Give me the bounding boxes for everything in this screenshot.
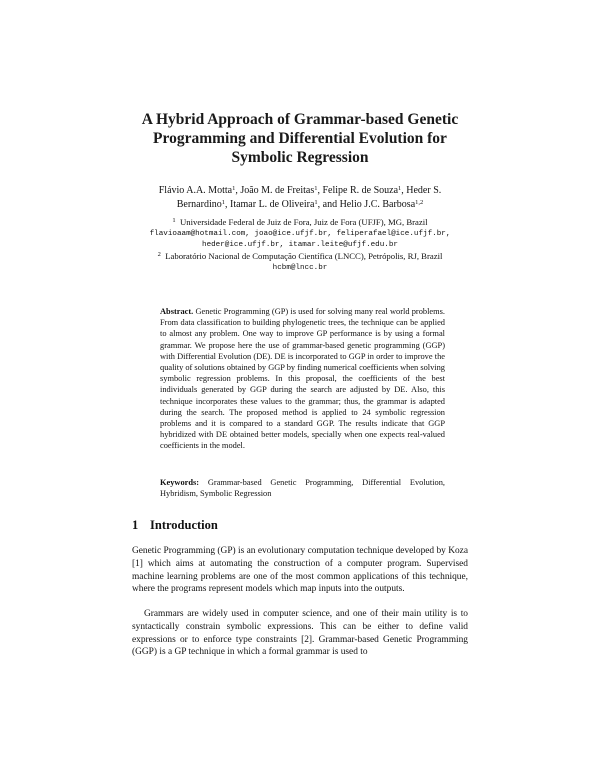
affiliation-mark: 1: [314, 199, 318, 206]
affiliation-2-email: hcbm@lncc.br: [272, 264, 328, 272]
paper-title: [100, 110, 500, 167]
keywords: [160, 477, 445, 499]
keywords-text: Grammar-based Genetic Programming, Differential Evolution, Hybridism, Symbolic Regression: [160, 478, 445, 499]
affiliation-2: [140, 250, 460, 262]
author-name: , Itamar L. de Oliveira: [224, 199, 315, 210]
affiliation-number: 1: [172, 217, 176, 224]
affiliation-text: Laboratório Nacional de Computação Científica (LNCC), Petrópolis, RJ, Brazil: [165, 251, 443, 261]
author-name: , Heder S.: [401, 185, 442, 196]
affiliation-text: Universidade Federal de Juiz de Fora, Juiz de Fora (UFJF), MG, Brazil: [180, 217, 428, 227]
affiliation-1-emails-line-2: heder@ice.ufjf.br, itamar.leite@ufjf.edu.br: [202, 241, 398, 249]
title-line-1: A Hybrid Approach of Grammar-based Genetic: [141, 111, 459, 128]
affiliation-mark: 1: [398, 185, 402, 192]
section-title: Introduction: [150, 518, 218, 532]
affiliation-mark: 1: [232, 185, 236, 192]
body-paragraph-2: Grammars are widely used in computer science, and one of their main utility is to syntactically constrain symbolic expressions. This can be either to define valid expressions or to enforce type constraints [2]. Grammar-based Genetic Programming (GGP) is a GP technique in which a formal grammar is used to: [132, 609, 468, 658]
title-line-3: Symbolic Regression: [231, 149, 369, 166]
affiliation-mark: 1: [314, 185, 318, 192]
affiliation-1-emails-line-1: flavioaam@hotmail.com, joao@ice.ufjf.br, feliperafael@ice.ufjf.br,: [149, 230, 451, 238]
author-line-2: [145, 198, 455, 212]
affiliation-number: 2: [157, 251, 161, 258]
abstract-text: Genetic Programming (GP) is used for solving many real world problems. From data classification to building phylogenetic trees, the technique can be applied to almost any problem. One way to improve GP performance is by using a formal grammar. We propose here the use of grammar-based genetic programming (GGP) with Differential Evolution (DE). DE is incorporated to GGP in order to improve the quality of solutions obtained by GGP by finding numerical coefficients when solving symbolic regression problems. In this proposal, the coefficients of the best individuals generated by GGP during the search are adjusted by DE. Also, this technique incorporates these values to the grammar; thus, the grammar is adapted during the search. The proposed method is applied to 24 symbolic regression problems and it is compared to a standard GGP. The results indicate that GGP hybridized with DE obtained better models, specially when one expects real-valued coefficients in the model.: [160, 307, 445, 451]
body-paragraph-1: Genetic Programming (GP) is an evolutionary computation technique developed by Koza [1] which aims at automating the construction of a computer program. Supervised machine learning problems are one of the most common applications of this technique, where the programs represent models which map inputs into the outputs.: [132, 546, 468, 595]
author-name: , and Helio J.C. Barbosa: [317, 199, 416, 210]
keywords-label: Keywords:: [160, 478, 200, 487]
author-name: Flávio A.A. Motta: [158, 185, 233, 196]
author-line-1: [145, 184, 455, 198]
title-line-2: Programming and Differential Evolution for: [153, 130, 447, 147]
abstract: [160, 306, 445, 452]
author-name: , Felipe R. de Souza: [317, 185, 399, 196]
author-name: , João M. de Freitas: [235, 185, 315, 196]
affiliation-mark: 1,2: [415, 199, 424, 206]
section-number: 1: [132, 518, 139, 532]
affiliation-mark: 1: [221, 199, 225, 206]
abstract-label: Abstract.: [160, 307, 194, 316]
affiliation-1: [140, 216, 460, 228]
author-list: [145, 184, 455, 212]
author-name: Bernardino: [176, 199, 222, 210]
section-heading: [132, 518, 218, 533]
